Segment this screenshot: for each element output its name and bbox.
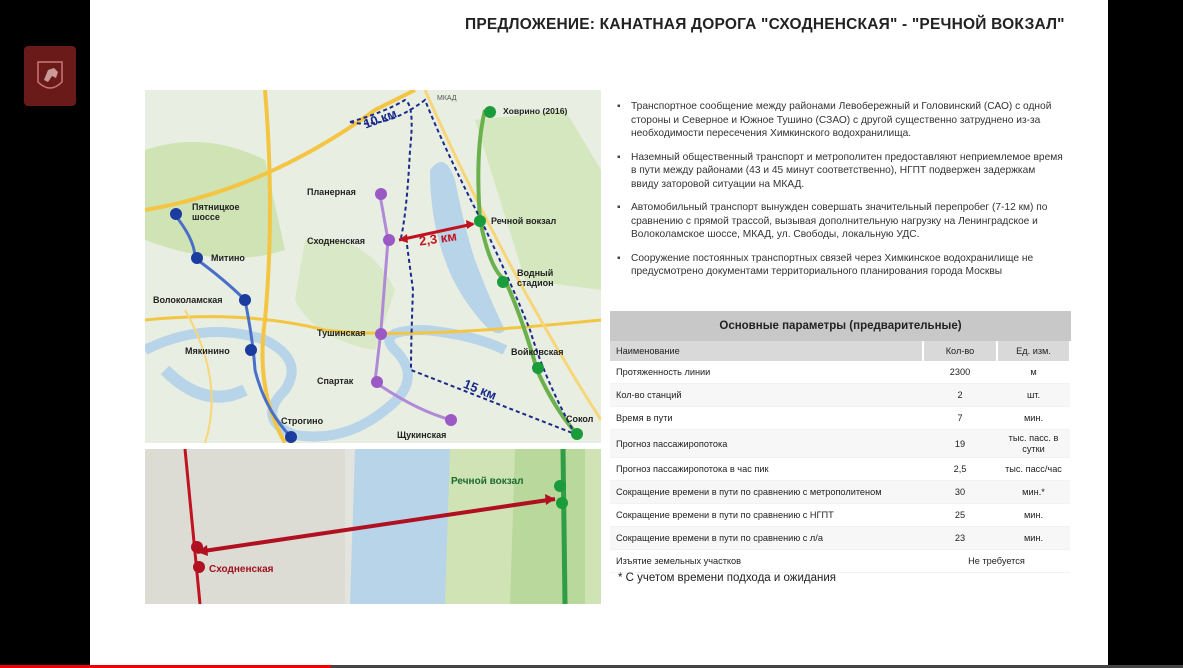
- table-row: [610, 384, 1070, 407]
- cell-value: 2,5: [923, 458, 997, 481]
- cell-value: 2300: [923, 361, 997, 384]
- label-strogino: Строгино: [281, 416, 324, 426]
- cell-name: Сокращение времени в пути по сравнению с метрополитеном: [610, 481, 923, 504]
- cell-unit: тыс. пасс/час: [997, 458, 1070, 481]
- cell-value: Не требуется: [923, 550, 1070, 573]
- cell-name: Протяженность линии: [610, 361, 923, 384]
- table-row: [610, 481, 1070, 504]
- column-header-unit: Ед. изм.: [997, 341, 1070, 361]
- parameters-title: Основные параметры (предварительные): [610, 311, 1071, 341]
- table-row: [610, 550, 1070, 573]
- slide-title: ПРЕДЛОЖЕНИЕ: КАНАТНАЯ ДОРОГА "СХОДНЕНСКАЯ" - "РЕЧНОЙ ВОКЗАЛ": [465, 16, 1065, 33]
- label-schukinskaya: Щукинская: [397, 430, 447, 440]
- label-distance-15km: 15 км: [461, 376, 499, 403]
- bullet-item: ▪ Транспортное сообщение между районами Левобережный и Головинский (САО) с одной стороны и Северное и Южное Тушино (СЗАО) с другой существенно затруднено из-за необходимости пересечения Химкинского водохранилища.: [615, 100, 1065, 141]
- cell-unit: мин.: [997, 527, 1070, 550]
- cell-value: 30: [923, 481, 997, 504]
- label-planernaya: Планерная: [307, 187, 356, 197]
- bullet-list: [615, 100, 1065, 289]
- bullet-item: ▪ Наземный общественный транспорт и метрополитен предоставляют неприемлемое время в пути между районами (43 и 45 минут соответственно), НГПТ подвержен задержкам ввиду заторовой ситуации на МКАД.: [615, 151, 1065, 192]
- bullet-item: ▪ Автомобильный транспорт вынужден совершать значительный перепробег (7-12 км) по сравнению с прямой трассой, вызывая дополнительную нагрузку на Ленинградское и Волоколамское шоссе, МКАД, ул. Свободы, локальную УДС.: [615, 201, 1065, 242]
- label-skhodnenskaya: Сходненская: [307, 236, 366, 246]
- column-header-quantity: Кол-во: [923, 341, 997, 361]
- table-row: [610, 430, 1070, 458]
- cell-value: 25: [923, 504, 997, 527]
- cell-name: Изъятие земельных участков: [610, 550, 923, 573]
- table-row: [610, 407, 1070, 430]
- cell-value: 7: [923, 407, 997, 430]
- cell-name: Сокращение времени в пути по сравнению с НГПТ: [610, 504, 923, 527]
- detail-map-canvas: [145, 449, 601, 604]
- presentation-slide: [90, 0, 1108, 668]
- label-myakinino: Мякинино: [185, 346, 230, 356]
- label-mitino: Митино: [211, 253, 245, 263]
- label-voykovskaya: Войковская: [511, 347, 564, 357]
- horseman-icon: [34, 56, 66, 96]
- detail-map: [145, 449, 601, 604]
- parameters-table: [610, 311, 1071, 573]
- label-sokol: Сокол: [566, 414, 594, 424]
- table-row: [610, 458, 1070, 481]
- overview-map: [145, 90, 601, 443]
- label-khovrino: Ховрино (2016): [503, 106, 568, 116]
- cell-name: Прогноз пассажиропотока в час пик: [610, 458, 923, 481]
- label-skhodnenskaya-detail: Сходненская: [209, 564, 274, 575]
- label-rechnoy-vokzal-detail: Речной вокзал: [451, 476, 524, 487]
- cell-unit: мин.: [997, 504, 1070, 527]
- footnote: * С учетом времени подхода и ожидания: [618, 572, 836, 584]
- cell-unit: шт.: [997, 384, 1070, 407]
- cell-value: 2: [923, 384, 997, 407]
- overview-map-canvas: [145, 90, 601, 443]
- cell-name: Прогноз пассажиропотока: [610, 430, 923, 458]
- label-volokolamskaya: Волоколамская: [153, 295, 223, 305]
- cell-value: 19: [923, 430, 997, 458]
- label-tushinskaya: Тушинская: [317, 328, 366, 338]
- label-rechnoy-vokzal: Речной вокзал: [491, 216, 557, 226]
- cell-unit: тыс. пасс. в сутки: [997, 430, 1070, 458]
- cell-unit: мин.*: [997, 481, 1070, 504]
- table-row: [610, 361, 1070, 384]
- cell-value: 23: [923, 527, 997, 550]
- table-row: [610, 527, 1070, 550]
- cell-unit: м: [997, 361, 1070, 384]
- label-pyatnitskoe: Пятницкое шоссе: [192, 202, 240, 222]
- cell-unit: мин.: [997, 407, 1070, 430]
- table-row: [610, 504, 1070, 527]
- cell-name: Сокращение времени в пути по сравнению с л/а: [610, 527, 923, 550]
- label-mkad: МКАД: [437, 95, 457, 102]
- cell-name: Кол-во станций: [610, 384, 923, 407]
- label-distance-10km: 10 км: [361, 105, 399, 132]
- bullet-item: ▪ Сооружение постоянных транспортных связей через Химкинское водохранилище не предусмотрено документами территориального планирования города Москвы: [615, 252, 1065, 279]
- moscow-coat-of-arms-logo: [24, 46, 76, 106]
- column-header-name: Наименование: [610, 341, 923, 361]
- label-distance-2-3km: 2,3 км: [418, 228, 458, 249]
- cell-name: Время в пути: [610, 407, 923, 430]
- label-vodny-stadion: Водный стадион: [517, 268, 554, 288]
- label-spartak: Спартак: [317, 376, 354, 386]
